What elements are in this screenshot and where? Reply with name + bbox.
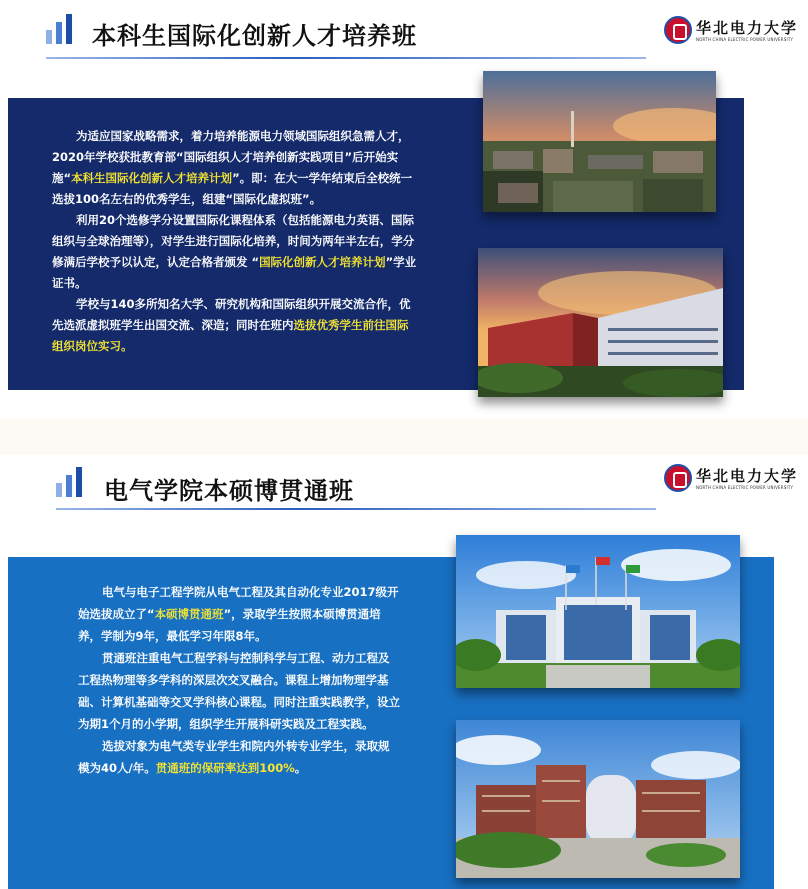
- logo-english-name: NORTH CHINA ELECTRIC POWER UNIVERSITY: [696, 484, 794, 490]
- title-underline: [46, 57, 646, 59]
- logo-chinese-name: 华北电力大学: [696, 18, 799, 37]
- title-bars-icon: [56, 467, 82, 497]
- university-emblem-icon: [664, 464, 692, 492]
- paragraph: 为适应国家战略需求，着力培养能源电力领域国际组织急需人才，2020年学校获批教育部“国际组织人才培养创新实践项目”后开始实施“本科生国际化创新人才培养计划”。即：在大一学年结束后全校统一选拔100名左右的优秀学生，组建“国际化虚拟班”。: [52, 129, 413, 206]
- panel-text: [78, 581, 400, 779]
- paragraph: 贯通班注重电气工程学科与控制科学与工程、动力工程及工程热物理等多学科的深层次交叉融合。课程上增加物理学基础、计算机基础等交叉学科核心课程。同时注重实践教学，设立为期1个月的小学期，组织学生开展科研实践及工程实践。: [78, 651, 400, 731]
- paragraph: 电气与电子工程学院从电气工程及其自动化专业2017级开始选拔成立了“本硕博贯通班”，录取学生按照本硕博贯通培养，学制为9年，最低学习年限8年。: [78, 585, 399, 643]
- university-logo: [664, 16, 798, 44]
- campus-complex-photo: [456, 720, 740, 878]
- main-building-photo: [456, 535, 740, 688]
- slide-title: 本科生国际化创新人才培养班: [92, 21, 417, 50]
- logo-english-name: NORTH CHINA ELECTRIC POWER UNIVERSITY: [696, 36, 794, 42]
- university-logo: [664, 464, 798, 492]
- title-bars-icon: [46, 14, 72, 44]
- logo-chinese-name: 华北电力大学: [696, 466, 799, 485]
- campus-buildings-photo: [478, 248, 723, 397]
- slide-international-class: [0, 0, 808, 418]
- paragraph: 利用20个选修学分设置国际化课程体系（包括能源电力英语、国际组织与全球治理等），对学生进行国际化培养，时间为两年半左右，学分修满后学校予以认定，认定合格者颁发 “国际化创新人才培养计划”学业证书。: [52, 213, 417, 290]
- campus-aerial-photo: [483, 71, 716, 212]
- paragraph: 选拔对象为电气类专业学生和院内外转专业学生，录取规模为40人/年。贯通班的保研率达到100%。: [78, 739, 390, 775]
- slide-ee-integrated-class: [0, 455, 808, 889]
- panel-text: [52, 126, 418, 357]
- slide-title: 电气学院本硕博贯通班: [104, 476, 354, 505]
- university-emblem-icon: [664, 16, 692, 44]
- title-underline: [56, 508, 656, 510]
- paragraph: 学校与140多所知名大学、研究机构和国际组织开展交流合作，优先选派虚拟班学生出国交流、深造；同时在班内选拔优秀学生前往国际组织岗位实习。: [52, 297, 411, 353]
